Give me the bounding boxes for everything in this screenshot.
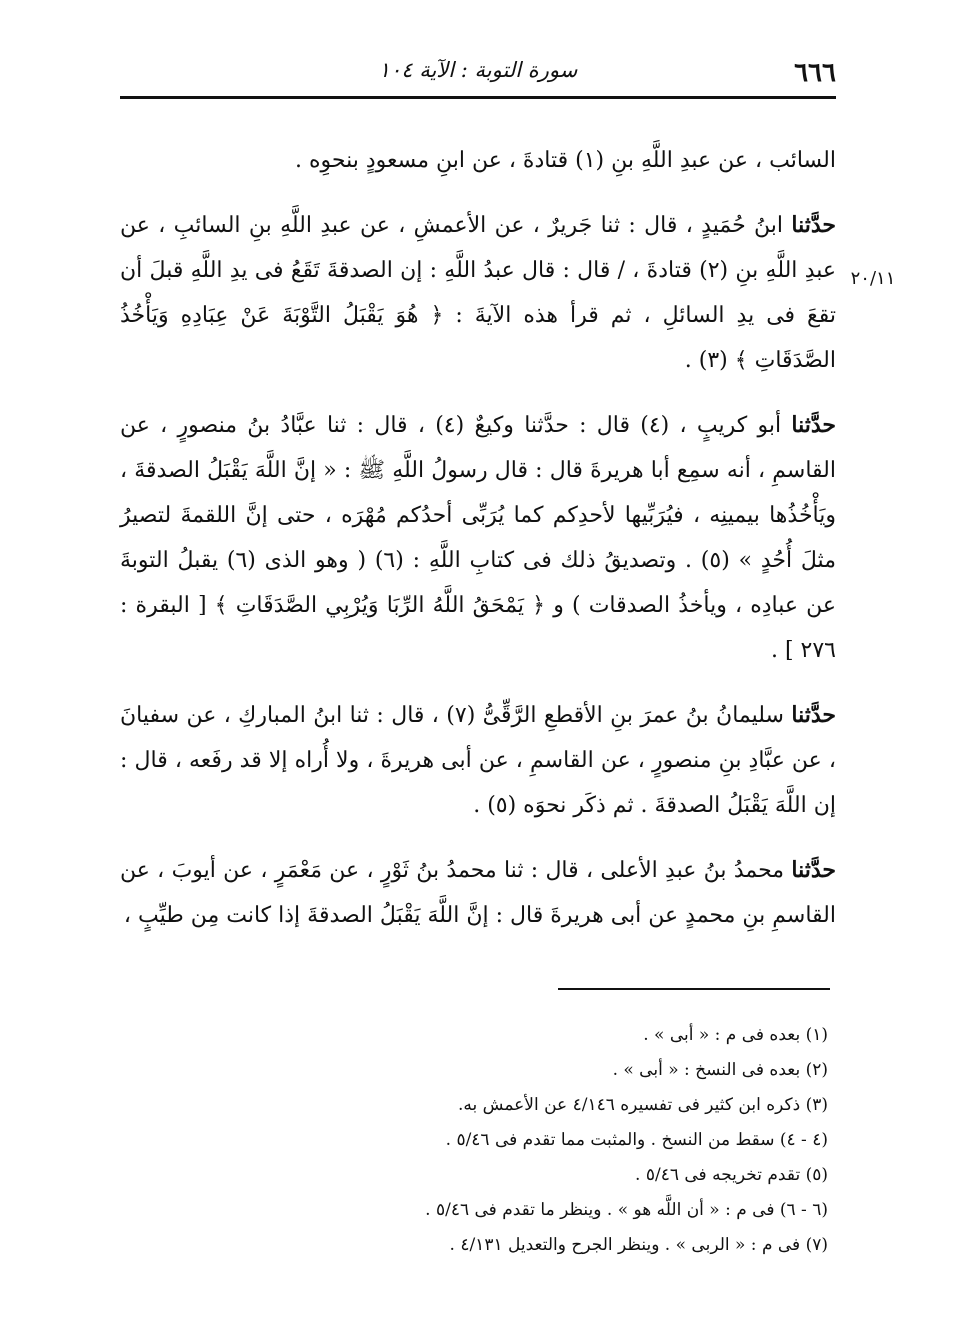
footnote: (٢) بعده فى النسخ : « أبى » .: [612, 1060, 828, 1080]
footnote: (٦ - ٦) فى م : « أن اللَّه هو » . وينظر ما تقدم فى ٥/٤٦ .: [425, 1200, 828, 1220]
page-header: [120, 50, 836, 99]
paragraph-text: ابنُ حُمَيدٍ ، قال : ثنا جَريرٌ ، عن الأعمشِ ، عن عبدِ اللَّهِ بنِ السائبِ ، عن عبدِ اللَّهِ بنِ (٢) قتادةَ ، / قال : قال عبدُ اللَّهِ : إن الصدقةَ تَقَعُ فى يدِ اللَّهِ قبلَ أن تقعَ فى يدِ السائلِ ، ثم قرأ هذه الآيةَ : ﴿ هُوَ يَقْبَلُ التَّوْبَةَ عَنْ عِبَادِهِ وَيَأْخُذُ الصَّدَقَاتِ ﴾ (٣) .: [120, 213, 837, 373]
paragraph-lead: حدَّثنا: [791, 412, 836, 438]
footnote-separator: [558, 988, 830, 990]
footnote: (١) بعده فى م : « أبى » .: [643, 1025, 828, 1045]
paragraph-text: سليمانُ بنُ عمرَ بنِ الأقطعِ الرَّقِّىُّ (٧) ، قال : ثنا ابنُ المباركِ ، عن سفيانَ ، عن عبَّادِ بنِ منصورٍ ، عن القاسمِ ، عن أبى هريرةَ ، ولا أُراه إلا قد رفَعه ، قال : إن اللَّهَ يَقْبَلُ الصدقةَ . ثم ذكَر نحوَه (٥) .: [120, 703, 836, 818]
page-number: ٦٦٦: [794, 58, 836, 88]
paragraph-text: محمدُ بنُ عبدِ الأعلى ، قال : ثنا محمدُ بنُ ثَوْرٍ ، عن مَعْمَرٍ ، عن أيوبَ ، عن القاسمِ بنِ محمدٍ عن أبى هريرةَ قال : إنَّ اللَّهَ يَقْبَلُ الصدقةَ إذا كانت مِن طيِّبٍ ،: [120, 858, 836, 928]
paragraph-lead: حدَّثنا: [791, 212, 836, 238]
paragraph-lead: حدَّثنا: [791, 702, 836, 728]
paragraph: [120, 848, 836, 938]
margin-reference: ٢٠/١١: [850, 268, 896, 289]
footnote: (٤ - ٤) سقط من النسخ . والمثبت مما تقدم فى ٥/٤٦ .: [445, 1130, 828, 1150]
footnote: (٧) فى م : « الربى » . وينظر الجرح والتعديل ٤/١٣١ .: [449, 1235, 828, 1255]
paragraph-lead: حدَّثنا: [791, 857, 836, 883]
footnotes: [120, 1018, 828, 1263]
paragraph: [120, 138, 836, 183]
paragraph: [120, 203, 836, 383]
main-text: [120, 138, 836, 958]
footnote: (٣) ذكره ابن كثير فى تفسيره ٤/١٤٦ عن الأعمش به.: [458, 1095, 828, 1115]
paragraph-text: السائب ، عن عبدِ اللَّهِ بنِ (١) قتادةَ ، عن ابنِ مسعودٍ بنحوِه .: [294, 148, 836, 173]
paragraph-text: أبو كريبٍ ، (٤) قال : حدَّثنا وكيعٌ (٤) ، قال : ثنا عبَّادُ بنُ منصورٍ ، عن القاسمِ ، أنه سمِع أبا هريرةَ قال : قال رسولُ اللَّهِ ﷺ : « إنَّ اللَّهَ يَقْبَلُ الصدقةَ ، ويَأْخُذُها بيمينِه ، فيُرَبِّيها لأحدِكم كما يُرَبِّى أحدُكم مُهْرَه ، حتى إنَّ اللقمةَ لتصيرُ مثلَ أُحُدٍ » (٥) . وتصديقُ ذلك فى كتابِ اللَّهِ : (٦) ( وهو الذى (٦) يقبلُ التوبةَ عن عبادِه ، ويأخذُ الصدقات ) و ﴿ يَمْحَقُ اللَّهُ الرِّبَا وَيُرْبِي الصَّدَقَاتِ ﴾ [ البقرة : ٢٧٦ ] .: [120, 413, 837, 663]
footnote: (٥) تقدم تخريجه فى ٥/٤٦ .: [635, 1165, 828, 1185]
running-title: سورة التوبة : الآية ١٠٤: [378, 58, 578, 82]
paragraph: [120, 693, 836, 828]
paragraph: [120, 403, 836, 673]
